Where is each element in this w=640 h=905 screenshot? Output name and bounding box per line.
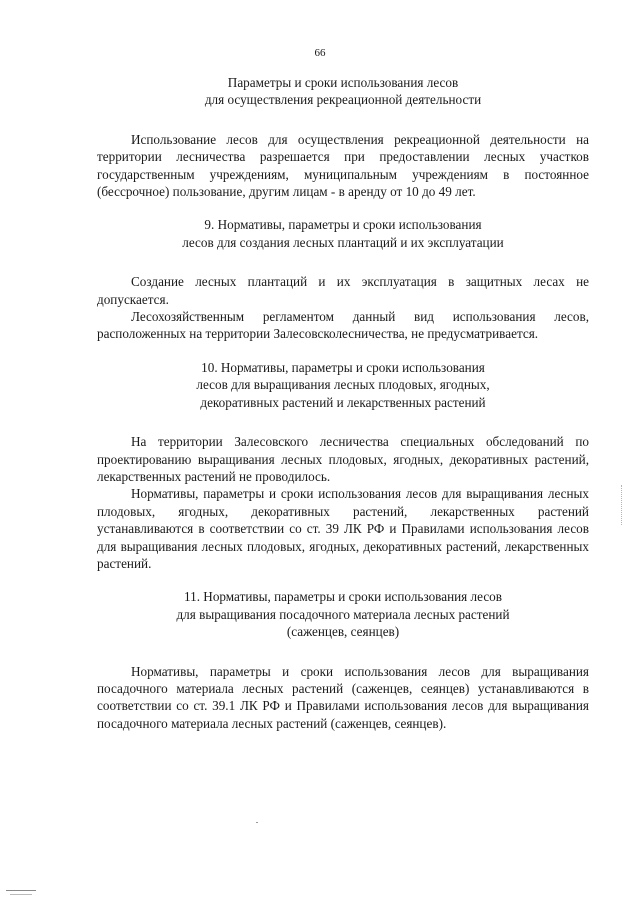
paragraph: Лесохозяйственным регламентом данный вид использования лесов, расположенных на территории Залесовсколесничества, не предусматривается. [97,309,589,342]
paragraph: На территории Залесовского лесничества специальных обследований по проектированию выращивания лесных плодовых, ягодных, декоративных растений, лекарственных растений не проводилось. [97,434,589,484]
heading-line: (саженцев, сеянцев) [286,624,400,640]
section-heading [97,359,589,411]
heading-line: 10. Нормативы, параметры и сроки использования [201,359,485,375]
section-heading [97,216,589,251]
scan-artifact [10,894,32,895]
heading-line: лесов для создания лесных плантаций и их эксплуатации [182,234,504,250]
heading-line: для осуществления рекреационной деятельности [204,92,482,108]
section-11-planting-material [97,588,589,732]
scan-artifact [621,485,623,525]
document-body [97,74,589,732]
section-heading [97,74,589,109]
section-recreation [97,74,589,200]
paragraph: Использование лесов для осуществления рекреационной деятельности на территории лесничества разрешается при предоставлении лесных участков государственным учреждениям, муниципальным учреждениям в постоянное (бессрочное) пользование, другим лицам - в аренду от 10 до 49 лет. [97,131,589,200]
heading-line: для выращивания посадочного материала лесных растений [176,606,510,622]
paragraph: Нормативы, параметры и сроки использования лесов для выращивания посадочного материала лесных растений (саженцев, сеянцев) устанавливаются в соответствии со ст. 39.1 ЛК РФ и Правилами использования лесов для выращивания посадочного материала лесных растений (саженцев, сеянцев). [97,663,589,731]
scan-artifact [6,890,36,891]
paragraph: Нормативы, параметры и сроки использования лесов для выращивания лесных плодовых, ягодных, декоративных растений, лекарственных растений устанавливаются в соответствии со ст. 39 ЛК РФ и Правилами использования лесов для выращивания лесных плодовых, ягодных, декоративных растений, лекарственных растений. [97,486,589,571]
paragraph: Создание лесных плантаций и их эксплуатация в защитных лесах не допускается. [97,274,589,307]
heading-line: 9. Нормативы, параметры и сроки использования [204,217,482,233]
heading-line: 11. Нормативы, параметры и сроки использования лесов [184,589,502,605]
page-number: 66 [314,47,326,59]
heading-line: лесов для выращивания лесных плодовых, ягодных, [196,377,490,393]
section-heading [97,588,589,640]
section-9-plantations [97,216,589,342]
scan-artifact [256,822,258,823]
heading-line: Параметры и сроки использования лесов [227,75,459,90]
section-10-fruit-berry [97,359,589,572]
heading-line: декоративных растений и лекарственных растений [200,394,486,410]
